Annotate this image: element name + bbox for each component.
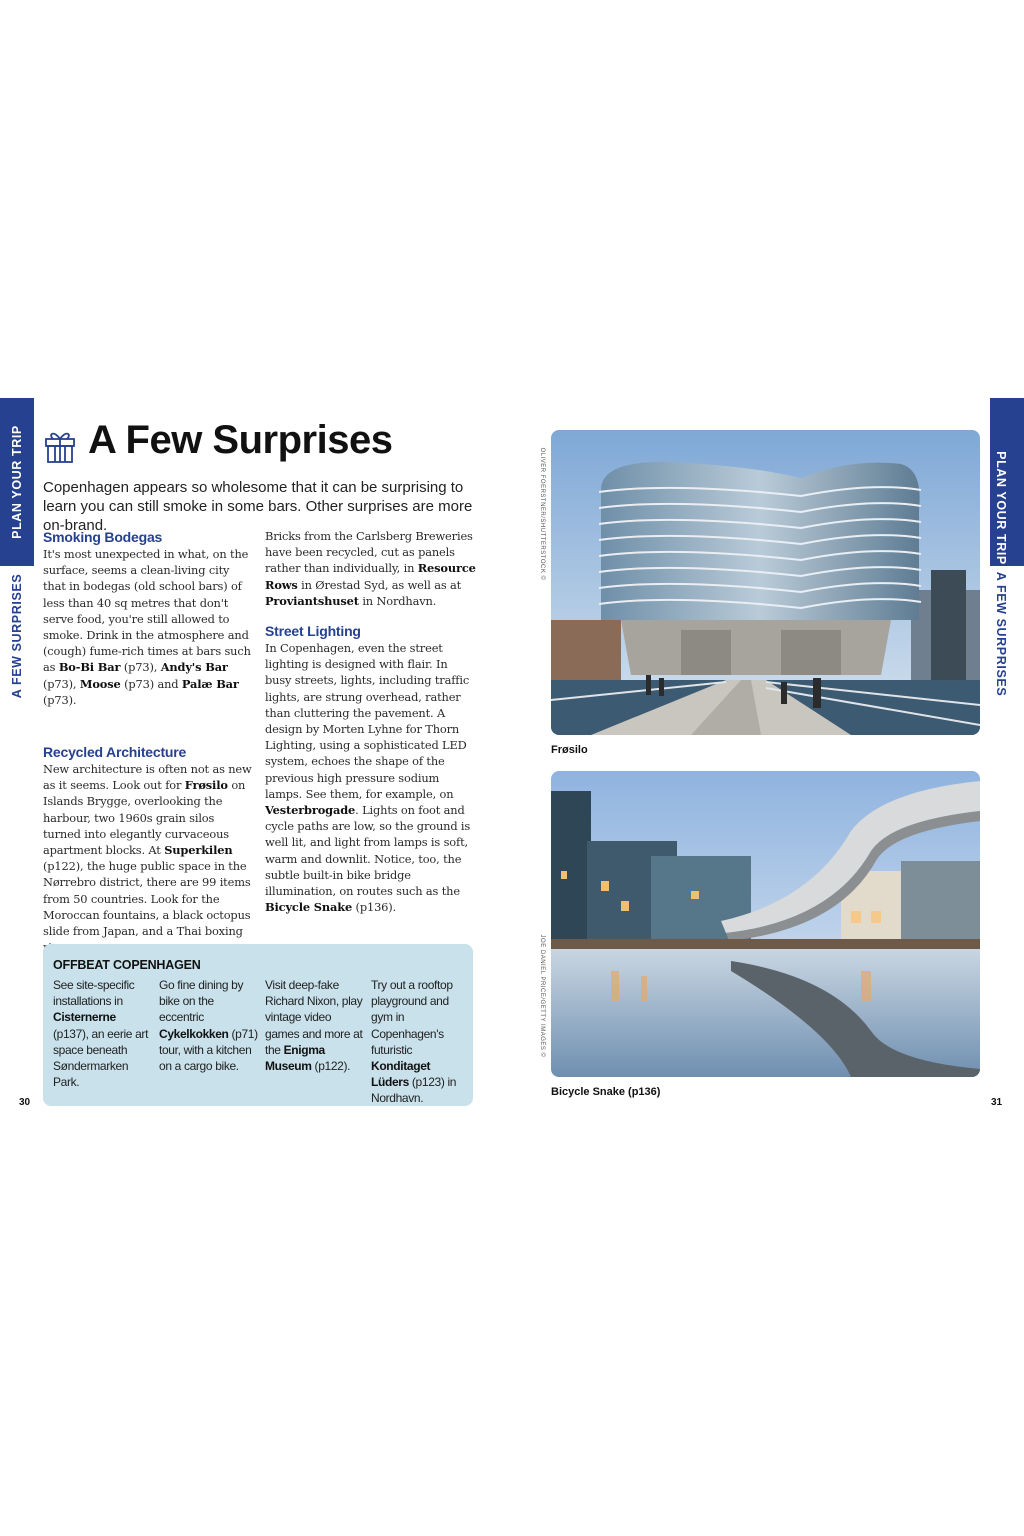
place-resource-rows: Resource Rows <box>265 561 476 592</box>
offbeat-item-enigma-museum: Visit deep-fake Richard Nixon, play vintage video games and more at the Enigma Museum (p122). <box>265 978 363 1074</box>
intro-text: Copenhagen appears so wholesome that it can be surprising to learn you can still smoke in some bars. Other surprises are more on-brand. <box>43 479 473 534</box>
photo-credit-frosilo: OLIVER FOERSTNER/SHUTTERSTOCK © <box>539 447 545 581</box>
place-bo-bi-bar: Bo-Bi Bar <box>58 660 121 675</box>
place-frosilo: Frøsilo <box>184 778 228 793</box>
heading-smoking-bodegas: Smoking Bodegas <box>43 529 163 545</box>
place-palae-bar: Palæ Bar <box>181 676 239 691</box>
heading-street-lighting: Street Lighting <box>265 623 361 640</box>
tab-a-few-surprises-left: A FEW SURPRISES <box>10 573 24 699</box>
paragraph-smoking-bodegas: It's most unexpected in what, on the surface, seems a clean-living city that in bodegas (old school bars) of less than 40 sq metres that don't serve food, you're still allowed to smoke. Drink in the atmosphere and (cough) fume-rich times at bars such as Bo-Bi Bar (p73), Andy's Bar (p73), Moose (p73) and Palæ Bar (p73). <box>43 547 251 707</box>
tab-plan-your-trip-left: PLAN YOUR TRIP <box>10 425 24 539</box>
offbeat-item-cisternerne: See site-specific installations in Cisternerne (p137), an eerie art space beneath Søndermarken Park. <box>53 978 149 1090</box>
offbeat-title: OFFBEAT COPENHAGEN <box>53 958 201 972</box>
caption-bicycle-snake: Bicycle Snake (p136) <box>551 1086 661 1098</box>
paragraph-street-lighting: In Copenhagen, even the street lighting is designed with flair. In busy streets, lights, including traffic lights, are strung overhead, rather than cluttering the pavement. A design by Morten Lyhne for Thorn Lighting, using a sophisticated LED system, echoes the shape of the previous high pressure sodium lamps. See them, for example, on Vesterbrogade. Lights on foot and cycle paths are low, so the ground is well lit, and light from lamps is soft, warm and downlit. Notice, too, the subtle built-in bike bridge illumination, on routes such as the Bicycle Snake (p136). <box>265 641 471 915</box>
offbeat-item-konditaget-luders: Try out a rooftop playground and gym in Copenhagen's futuristic Konditaget Lüders (p123) in Nordhavn. <box>371 978 457 1106</box>
photo-bicycle-snake <box>551 771 980 1077</box>
place-andys-bar: Andy's Bar <box>160 660 228 675</box>
place-superkilen: Superkilen <box>164 843 233 858</box>
column-left <box>43 528 255 955</box>
gift-icon <box>42 426 78 464</box>
place-vesterbrogade: Vesterbrogade <box>265 803 356 818</box>
page-number-right: 31 <box>991 1097 1003 1108</box>
paragraph-carlsberg-bricks: Bricks from the Carlsberg Breweries have been recycled, cut as panels rather than individually, in Resource Rows in Ørestad Syd, as well as at Proviantshuset in Nordhavn. <box>265 529 476 608</box>
place-bicycle-snake: Bicycle Snake <box>265 900 353 915</box>
offbeat-copenhagen-box <box>43 944 473 1106</box>
photo-frosilo <box>551 430 980 735</box>
page-number-left: 30 <box>19 1097 31 1108</box>
place-moose: Moose <box>79 676 121 691</box>
page-title: A Few Surprises <box>88 418 393 462</box>
paragraph-recycled-architecture: New architecture is often not as new as it seems. Look out for Frøsilo on Islands Brygge, overlooking the harbour, two 1960s grain silos turned into elegantly curvaceous apartment blocks. At Superkilen (p122), the huge public space in the Nørrebro district, there are 99 items from 50 countries. Look for the Moroccan fountains, a black octopus slide from Japan, and a Thai boxing <box>43 762 252 939</box>
column-middle <box>265 528 477 915</box>
photo-credit-bicycle-snake: JOE DANIEL PRICE/GETTY IMAGES © <box>539 934 545 1058</box>
heading-recycled-architecture: Recycled Architecture <box>43 744 187 761</box>
offbeat-item-cykelkokken: Go fine dining by bike on the eccentric Cykelkokken (p71) tour, with a kitchen on a cargo bike. <box>159 978 258 1074</box>
caption-frosilo: Frøsilo <box>551 744 588 756</box>
place-proviantshuset: Proviantshuset <box>265 593 359 608</box>
tab-plan-your-trip-right: PLAN YOUR TRIP <box>994 451 1008 565</box>
tab-a-few-surprises-right: A FEW SURPRISES <box>994 571 1008 697</box>
